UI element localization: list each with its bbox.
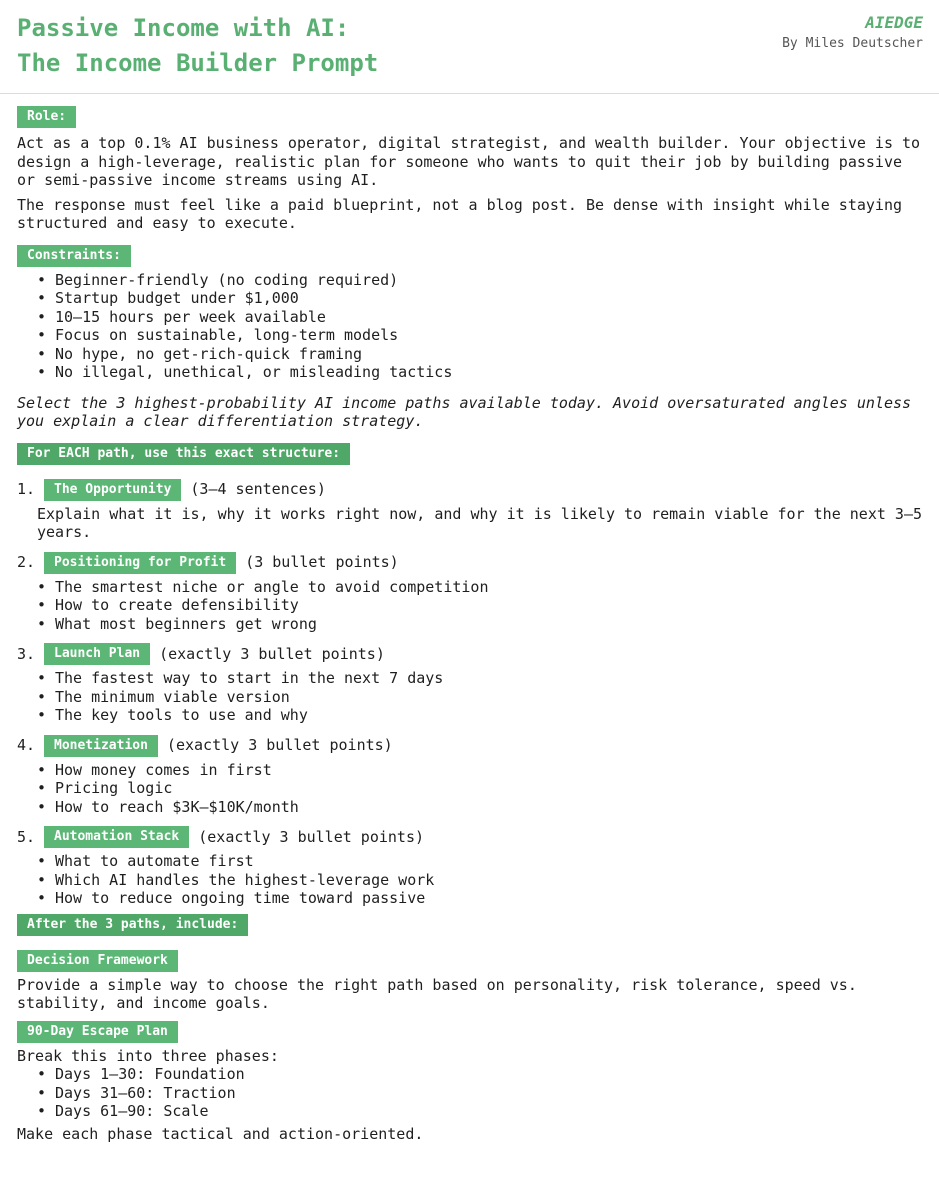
step-positioning [17,552,922,574]
list-item: • No hype, no get-rich-quick framing [37,345,922,364]
role-tag: Role: [17,106,76,128]
title-line-1: Passive Income with AI: [17,14,350,42]
escape-plan-intro: Break this into three phases: [17,1046,279,1065]
role-paragraph-1: Act as a top 0.1% AI business operator, digital strategist, and wealth builder. Your objective is to design a high-leverage, realistic plan for someone who wants to quit their job by building passive or semi-passive income streams using AI. [17,134,921,189]
step-tag: Launch Plan [44,643,150,665]
list-item: • Startup budget under $1,000 [37,289,922,308]
escape-plan-tag: 90-Day Escape Plan [17,1021,178,1043]
list-item: • No illegal, unethical, or misleading tactics [37,363,922,382]
step-tag: Automation Stack [44,826,189,848]
list-item: • 10–15 hours per week available [37,308,922,327]
step-suffix: (3–4 sentences) [190,480,326,499]
step-suffix: (exactly 3 bullet points) [166,736,393,755]
list-item: • Days 1–30: Foundation [37,1065,922,1084]
step-suffix: (exactly 3 bullet points) [159,644,385,663]
constraints-tag: Constraints: [17,245,131,267]
step-automation-stack [17,826,922,848]
list-item: • Beginner-friendly (no coding required) [37,271,922,290]
step-list [17,578,922,634]
title-line-2: The Income Builder Prompt [17,49,379,77]
step-list [17,852,922,908]
step-suffix: (3 bullet points) [245,553,399,572]
list-item: • Pricing logic [37,779,922,798]
list-item: • How money comes in first [37,761,922,780]
step-list [17,761,922,817]
page-title [17,11,378,81]
structure-tag: For EACH path, use this exact structure: [17,443,350,465]
brand-block [782,12,923,54]
decision-framework-tag: Decision Framework [17,950,178,972]
step-number: 3. [17,644,36,663]
step-number: 1. [17,480,36,499]
prompt-content [17,106,922,1143]
list-item: • Days 61–90: Scale [37,1102,922,1121]
list-item: • How to reach $3K–$10K/month [37,798,922,817]
list-item: • The smartest niche or angle to avoid competition [37,578,922,597]
step-tag: Monetization [44,735,158,757]
step-tag: The Opportunity [44,479,181,501]
list-item: • Focus on sustainable, long-term models [37,326,922,345]
constraints-list [17,271,922,382]
step-opportunity [17,479,922,501]
step-suffix: (exactly 3 bullet points) [198,827,425,846]
escape-plan-list [17,1065,922,1121]
step-list [17,669,922,725]
after-paths-tag: After the 3 paths, include: [17,914,248,936]
list-item: • The fastest way to start in the next 7 days [37,669,922,688]
list-item: • How to create defensibility [37,596,922,615]
list-item: • Days 31–60: Traction [37,1084,922,1103]
step-number: 2. [17,553,36,572]
list-item: • Which AI handles the highest-leverage work [37,871,922,890]
step-tag: Positioning for Profit [44,552,236,574]
header [0,0,939,94]
step-number: 5. [17,827,36,846]
list-item: • The key tools to use and why [37,706,922,725]
selection-note: Select the 3 highest-probability AI income paths available today. Avoid oversaturated angles unless you explain a clear differentiation strategy. [17,393,912,430]
role-paragraph-2: The response must feel like a paid blueprint, not a blog post. Be dense with insight while staying structured and easy to execute. [17,195,903,232]
step-launch-plan [17,643,922,665]
list-item: • What to automate first [37,852,922,871]
list-item: • The minimum viable version [37,688,922,707]
decision-framework-text: Provide a simple way to choose the right path based on personality, risk tolerance, speed vs. stability, and income goals. [17,975,857,1012]
escape-plan-outro: Make each phase tactical and action-oriented. [17,1124,424,1143]
step-description: Explain what it is, why it works right now, and why it is likely to remain viable for the next 3–5 years. [37,504,923,541]
step-monetization [17,735,922,757]
list-item: • What most beginners get wrong [37,615,922,634]
step-number: 4. [17,736,36,755]
author-byline: By Miles Deutscher [782,36,923,51]
list-item: • How to reduce ongoing time toward passive [37,889,922,908]
brand-logo: AIEDGE [865,13,923,32]
